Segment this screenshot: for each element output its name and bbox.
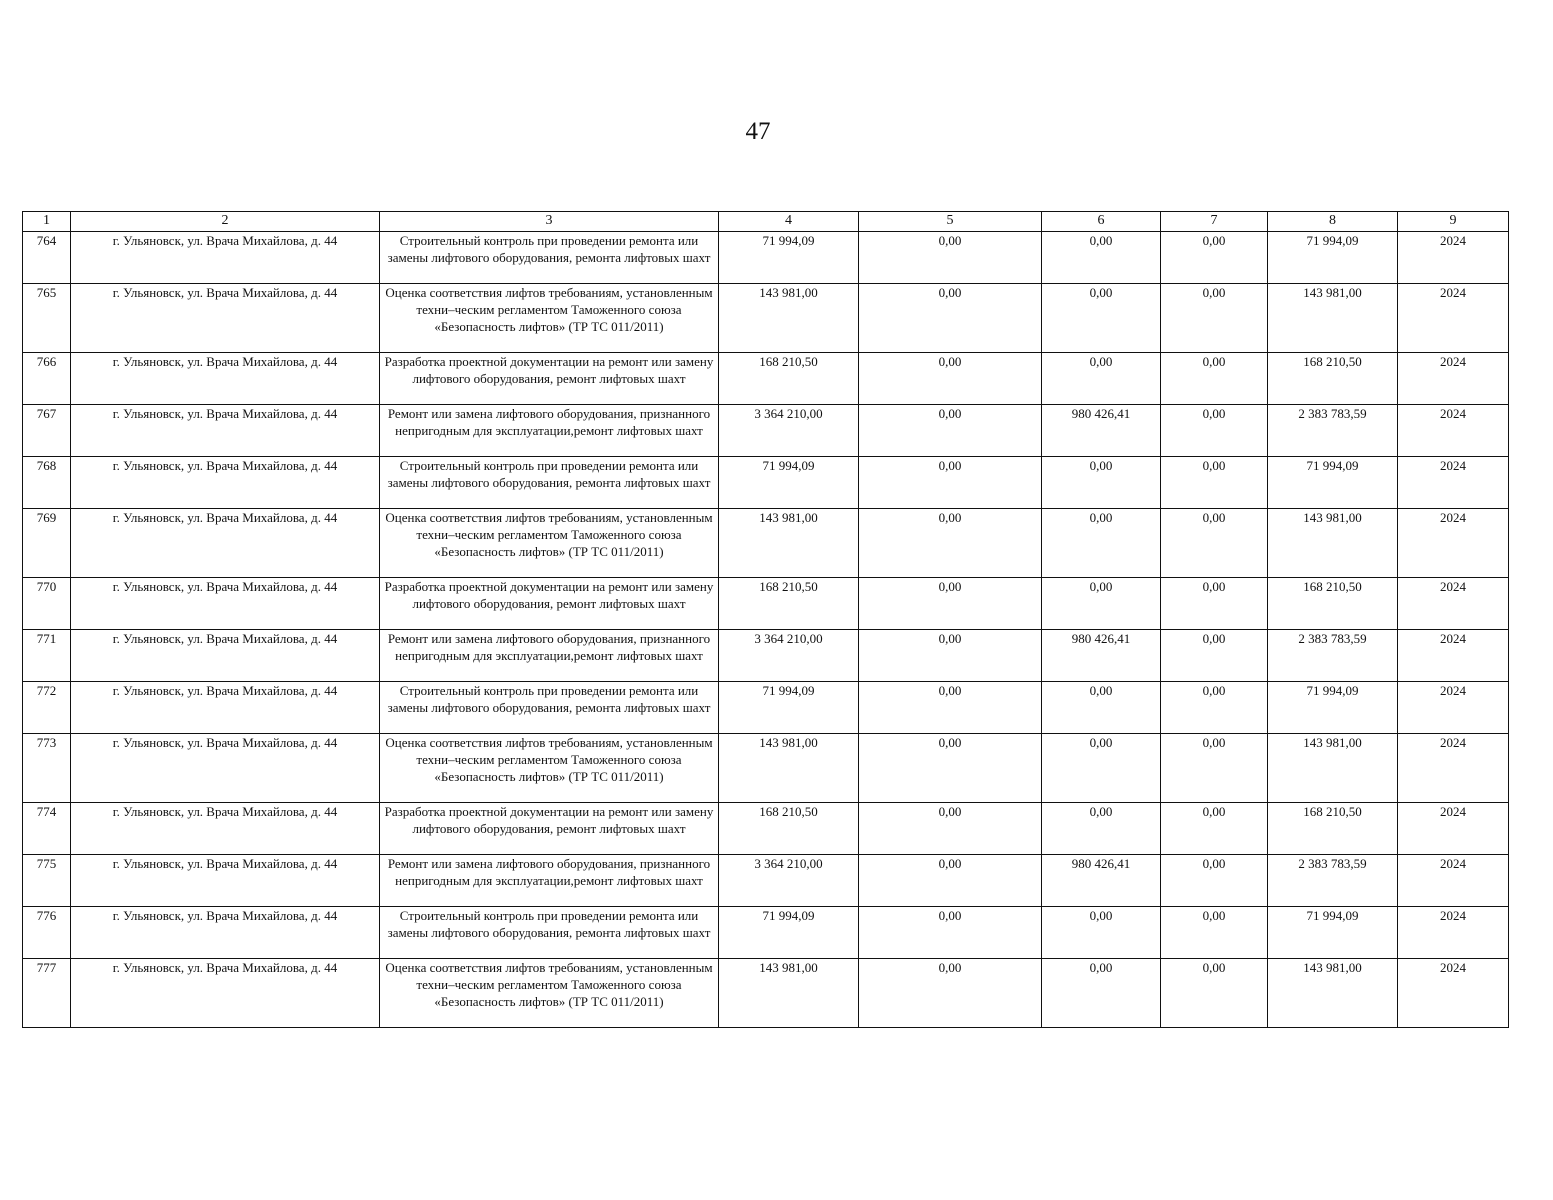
year-cell: 2024: [1398, 353, 1509, 405]
address-cell: г. Ульяновск, ул. Врача Михайлова, д. 44: [71, 232, 380, 284]
amount-col-5: 0,00: [859, 578, 1042, 630]
year-cell: 2024: [1398, 405, 1509, 457]
work-description: Строительный контроль при проведении ремонта или замены лифтового оборудования, ремонта лифтовых шахт: [380, 907, 719, 959]
amount-col-5: 0,00: [859, 959, 1042, 1028]
address-cell: г. Ульяновск, ул. Врача Михайлова, д. 44: [71, 682, 380, 734]
amount-col-8: 168 210,50: [1268, 803, 1398, 855]
amount-col-7: 0,00: [1161, 578, 1268, 630]
work-description: Разработка проектной документации на ремонт или замену лифтового оборудования, ремонт лифтовых шахт: [380, 803, 719, 855]
amount-col-5: 0,00: [859, 907, 1042, 959]
amount-total: 71 994,09: [719, 232, 859, 284]
amount-total: 71 994,09: [719, 457, 859, 509]
col-header-9: 9: [1398, 212, 1509, 232]
amount-col-7: 0,00: [1161, 284, 1268, 353]
amount-col-7: 0,00: [1161, 855, 1268, 907]
row-number: 764: [23, 232, 71, 284]
address-cell: г. Ульяновск, ул. Врача Михайлова, д. 44: [71, 578, 380, 630]
col-header-6: 6: [1042, 212, 1161, 232]
amount-col-5: 0,00: [859, 803, 1042, 855]
row-number: 776: [23, 907, 71, 959]
address-cell: г. Ульяновск, ул. Врача Михайлова, д. 44: [71, 803, 380, 855]
amount-total: 143 981,00: [719, 959, 859, 1028]
register-table: [22, 211, 1509, 1028]
amount-total: 168 210,50: [719, 578, 859, 630]
amount-col-7: 0,00: [1161, 630, 1268, 682]
amount-total: 71 994,09: [719, 682, 859, 734]
address-cell: г. Ульяновск, ул. Врача Михайлова, д. 44: [71, 509, 380, 578]
amount-col-7: 0,00: [1161, 734, 1268, 803]
amount-col-7: 0,00: [1161, 457, 1268, 509]
amount-col-7: 0,00: [1161, 803, 1268, 855]
address-cell: г. Ульяновск, ул. Врача Михайлова, д. 44: [71, 457, 380, 509]
table-row: [23, 855, 1509, 907]
table-row: [23, 578, 1509, 630]
col-header-4: 4: [719, 212, 859, 232]
col-header-8: 8: [1268, 212, 1398, 232]
amount-col-7: 0,00: [1161, 907, 1268, 959]
col-header-3: 3: [380, 212, 719, 232]
amount-col-5: 0,00: [859, 405, 1042, 457]
address-cell: г. Ульяновск, ул. Врача Михайлова, д. 44: [71, 959, 380, 1028]
address-cell: г. Ульяновск, ул. Врача Михайлова, д. 44: [71, 284, 380, 353]
work-description: Оценка соответствия лифтов требованиям, установленным техни–ческим регламентом Таможенного союза «Безопасность лифтов» (ТР ТС 011/2011): [380, 284, 719, 353]
amount-col-8: 143 981,00: [1268, 959, 1398, 1028]
table-row: [23, 734, 1509, 803]
amount-col-8: 2 383 783,59: [1268, 630, 1398, 682]
amount-total: 168 210,50: [719, 353, 859, 405]
table-row: [23, 803, 1509, 855]
amount-total: 3 364 210,00: [719, 405, 859, 457]
work-description: Оценка соответствия лифтов требованиям, установленным техни–ческим регламентом Таможенного союза «Безопасность лифтов» (ТР ТС 011/2011): [380, 734, 719, 803]
year-cell: 2024: [1398, 578, 1509, 630]
year-cell: 2024: [1398, 907, 1509, 959]
amount-col-8: 168 210,50: [1268, 578, 1398, 630]
amount-col-8: 71 994,09: [1268, 457, 1398, 509]
amount-col-8: 2 383 783,59: [1268, 405, 1398, 457]
amount-col-8: 71 994,09: [1268, 907, 1398, 959]
amount-col-6: 0,00: [1042, 734, 1161, 803]
amount-col-8: 168 210,50: [1268, 353, 1398, 405]
amount-col-6: 0,00: [1042, 509, 1161, 578]
table-row: [23, 232, 1509, 284]
table-row: [23, 682, 1509, 734]
amount-col-7: 0,00: [1161, 959, 1268, 1028]
row-number: 768: [23, 457, 71, 509]
amount-col-6: 0,00: [1042, 353, 1161, 405]
amount-col-5: 0,00: [859, 457, 1042, 509]
row-number: 777: [23, 959, 71, 1028]
row-number: 773: [23, 734, 71, 803]
work-description: Разработка проектной документации на ремонт или замену лифтового оборудования, ремонт лифтовых шахт: [380, 578, 719, 630]
table-row: [23, 959, 1509, 1028]
amount-col-6: 0,00: [1042, 803, 1161, 855]
amount-total: 3 364 210,00: [719, 630, 859, 682]
year-cell: 2024: [1398, 734, 1509, 803]
amount-col-6: 0,00: [1042, 907, 1161, 959]
address-cell: г. Ульяновск, ул. Врача Михайлова, д. 44: [71, 630, 380, 682]
year-cell: 2024: [1398, 682, 1509, 734]
year-cell: 2024: [1398, 855, 1509, 907]
table-row: [23, 353, 1509, 405]
work-description: Оценка соответствия лифтов требованиям, установленным техни–ческим регламентом Таможенного союза «Безопасность лифтов» (ТР ТС 011/2011): [380, 959, 719, 1028]
amount-col-6: 0,00: [1042, 682, 1161, 734]
row-number: 775: [23, 855, 71, 907]
col-header-5: 5: [859, 212, 1042, 232]
amount-col-8: 2 383 783,59: [1268, 855, 1398, 907]
table-row: [23, 457, 1509, 509]
amount-total: 143 981,00: [719, 509, 859, 578]
row-number: 765: [23, 284, 71, 353]
amount-total: 71 994,09: [719, 907, 859, 959]
col-header-7: 7: [1161, 212, 1268, 232]
row-number: 770: [23, 578, 71, 630]
table-row: [23, 509, 1509, 578]
amount-col-6: 0,00: [1042, 578, 1161, 630]
table-row: [23, 405, 1509, 457]
year-cell: 2024: [1398, 457, 1509, 509]
address-cell: г. Ульяновск, ул. Врача Михайлова, д. 44: [71, 907, 380, 959]
row-number: 766: [23, 353, 71, 405]
amount-col-5: 0,00: [859, 855, 1042, 907]
header-row: [23, 212, 1509, 232]
amount-col-6: 980 426,41: [1042, 855, 1161, 907]
work-description: Строительный контроль при проведении ремонта или замены лифтового оборудования, ремонта лифтовых шахт: [380, 232, 719, 284]
amount-col-6: 0,00: [1042, 284, 1161, 353]
year-cell: 2024: [1398, 509, 1509, 578]
work-description: Строительный контроль при проведении ремонта или замены лифтового оборудования, ремонта лифтовых шахт: [380, 457, 719, 509]
work-description: Ремонт или замена лифтового оборудования, признанного непригодным для эксплуатации,ремонт лифтовых шахт: [380, 405, 719, 457]
amount-total: 143 981,00: [719, 284, 859, 353]
year-cell: 2024: [1398, 959, 1509, 1028]
work-description: Ремонт или замена лифтового оборудования, признанного непригодным для эксплуатации,ремонт лифтовых шахт: [380, 855, 719, 907]
amount-col-5: 0,00: [859, 353, 1042, 405]
work-description: Строительный контроль при проведении ремонта или замены лифтового оборудования, ремонта лифтовых шахт: [380, 682, 719, 734]
year-cell: 2024: [1398, 630, 1509, 682]
address-cell: г. Ульяновск, ул. Врача Михайлова, д. 44: [71, 734, 380, 803]
amount-col-5: 0,00: [859, 682, 1042, 734]
address-cell: г. Ульяновск, ул. Врача Михайлова, д. 44: [71, 353, 380, 405]
amount-col-6: 0,00: [1042, 232, 1161, 284]
amount-col-8: 71 994,09: [1268, 232, 1398, 284]
amount-col-5: 0,00: [859, 734, 1042, 803]
year-cell: 2024: [1398, 803, 1509, 855]
work-description: Разработка проектной документации на ремонт или замену лифтового оборудования, ремонт лифтовых шахт: [380, 353, 719, 405]
row-number: 771: [23, 630, 71, 682]
amount-total: 168 210,50: [719, 803, 859, 855]
amount-col-8: 143 981,00: [1268, 734, 1398, 803]
page-number: 47: [745, 118, 771, 145]
row-number: 767: [23, 405, 71, 457]
amount-total: 3 364 210,00: [719, 855, 859, 907]
amount-col-5: 0,00: [859, 232, 1042, 284]
amount-col-7: 0,00: [1161, 405, 1268, 457]
col-header-1: 1: [23, 212, 71, 232]
work-description: Ремонт или замена лифтового оборудования, признанного непригодным для эксплуатации,ремонт лифтовых шахт: [380, 630, 719, 682]
amount-col-6: 0,00: [1042, 959, 1161, 1028]
table-row: [23, 907, 1509, 959]
row-number: 769: [23, 509, 71, 578]
amount-col-8: 143 981,00: [1268, 509, 1398, 578]
amount-col-7: 0,00: [1161, 232, 1268, 284]
amount-col-7: 0,00: [1161, 509, 1268, 578]
table-body: [23, 232, 1509, 1028]
row-number: 774: [23, 803, 71, 855]
amount-col-6: 980 426,41: [1042, 630, 1161, 682]
col-header-2: 2: [71, 212, 380, 232]
year-cell: 2024: [1398, 284, 1509, 353]
row-number: 772: [23, 682, 71, 734]
amount-col-6: 980 426,41: [1042, 405, 1161, 457]
amount-col-7: 0,00: [1161, 353, 1268, 405]
address-cell: г. Ульяновск, ул. Врача Михайлова, д. 44: [71, 405, 380, 457]
amount-col-5: 0,00: [859, 630, 1042, 682]
address-cell: г. Ульяновск, ул. Врача Михайлова, д. 44: [71, 855, 380, 907]
amount-col-8: 143 981,00: [1268, 284, 1398, 353]
table-row: [23, 630, 1509, 682]
amount-col-7: 0,00: [1161, 682, 1268, 734]
amount-col-5: 0,00: [859, 509, 1042, 578]
amount-col-5: 0,00: [859, 284, 1042, 353]
year-cell: 2024: [1398, 232, 1509, 284]
amount-total: 143 981,00: [719, 734, 859, 803]
work-description: Оценка соответствия лифтов требованиям, установленным техни–ческим регламентом Таможенного союза «Безопасность лифтов» (ТР ТС 011/2011): [380, 509, 719, 578]
amount-col-8: 71 994,09: [1268, 682, 1398, 734]
amount-col-6: 0,00: [1042, 457, 1161, 509]
table-row: [23, 284, 1509, 353]
